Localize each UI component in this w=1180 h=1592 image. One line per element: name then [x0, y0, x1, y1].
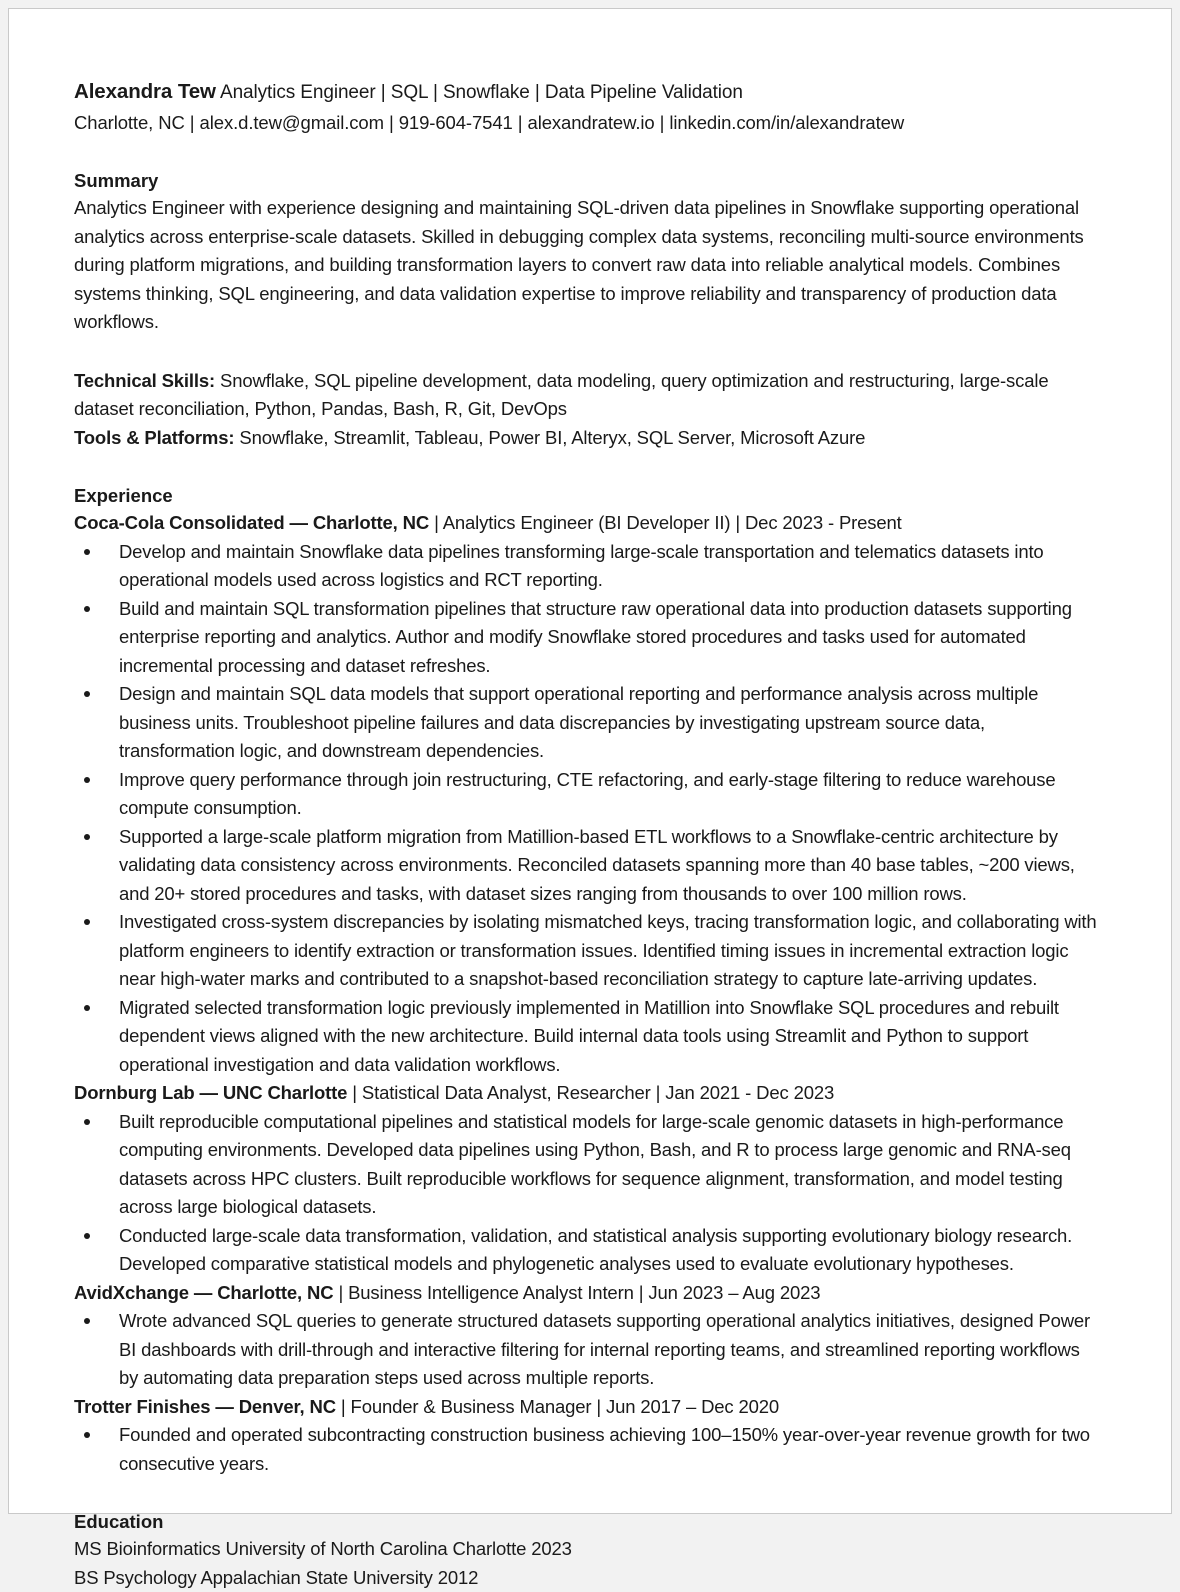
experience-heading: Experience: [74, 482, 1100, 509]
skills-section: [74, 367, 1100, 453]
job-bullet-list: [74, 1108, 1100, 1279]
experience-job: [74, 1393, 1100, 1479]
list-item: [74, 1307, 1100, 1393]
experience-job: [74, 509, 1100, 1079]
bullet-dot-icon: [84, 834, 90, 840]
experience-job: [74, 1279, 1100, 1393]
job-meta: | Analytics Engineer (BI Developer II) | Dec 2023 - Present: [429, 512, 902, 533]
experience-job: [74, 1079, 1100, 1279]
job-company: AvidXchange — Charlotte, NC: [74, 1282, 333, 1303]
list-item: [74, 1108, 1100, 1222]
list-item: [74, 1421, 1100, 1478]
technical-skills-value: Snowflake, SQL pipeline development, data modeling, query optimization and restructuring, large-scale dataset reconciliation, Python, Pandas, Bash, R, Git, DevOps: [74, 370, 1049, 420]
header-name-line: [74, 77, 1100, 108]
job-header: [74, 1393, 1100, 1422]
bullet-text: Conducted large-scale data transformation, validation, and statistical analysis supporting evolutionary biology research. Developed comparative statistical models and phylogenetic analyses used to evaluate evolutionary hypotheses.: [119, 1225, 1072, 1275]
contact-line: Charlotte, NC | alex.d.tew@gmail.com | 919-604-7541 | alexandratew.io | linkedin.com/in/alexandratew: [74, 108, 1100, 137]
bullet-text: Built reproducible computational pipelines and statistical models for large-scale genomic datasets in high-performance computing environments. Developed data pipelines using Python, Bash, and R to process large genomic and RNA-seq datasets across HPC clusters. Built reproducible workflows for sequence alignment, transformation, and model testing across large biological datasets.: [119, 1111, 1071, 1218]
bullet-text: Founded and operated subcontracting construction business achieving 100–150% year-over-year revenue growth for two consecutive years.: [119, 1424, 1090, 1474]
bullet-dot-icon: [84, 1005, 90, 1011]
summary-text: Analytics Engineer with experience designing and maintaining SQL-driven data pipelines in Snowflake supporting operational analytics across enterprise-scale datasets. Skilled in debugging complex data systems, reconciling multi-source environments during platform migrations, and building transformation layers to convert raw data into reliable analytical models. Combines systems thinking, SQL engineering, and data validation expertise to improve reliability and transparency of production data workflows.: [74, 194, 1100, 337]
bullet-text: Improve query performance through join restructuring, CTE refactoring, and early-stage filtering to reduce warehouse compute consumption.: [119, 769, 1055, 819]
bullet-text: Design and maintain SQL data models that support operational reporting and performance analysis across multiple business units. Troubleshoot pipeline failures and data discrepancies by investigating upstream source data, transformation logic, and downstream dependencies.: [119, 683, 1038, 761]
tools-platforms-label: Tools & Platforms:: [74, 427, 234, 448]
tools-platforms-line: [74, 424, 1100, 453]
bullet-dot-icon: [84, 606, 90, 612]
job-company: Dornburg Lab — UNC Charlotte: [74, 1082, 347, 1103]
experience-section: [74, 482, 1100, 1478]
candidate-headline: Analytics Engineer | SQL | Snowflake | Data Pipeline Validation: [216, 82, 743, 103]
summary-section: [74, 167, 1100, 337]
job-bullet-list: [74, 538, 1100, 1080]
resume-content: [74, 77, 1100, 1592]
list-item: [74, 595, 1100, 681]
bullet-dot-icon: [84, 1432, 90, 1438]
technical-skills-line: [74, 367, 1100, 424]
bullet-text: Migrated selected transformation logic previously implemented in Matillion into Snowflake SQL procedures and rebuilt dependent views aligned with the new architecture. Build internal data tools using Streamlit and Python to support operational investigation and data validation workflows.: [119, 997, 1059, 1075]
list-item: [74, 766, 1100, 823]
bullet-dot-icon: [84, 1318, 90, 1324]
bullet-dot-icon: [84, 549, 90, 555]
job-company: Coca-Cola Consolidated — Charlotte, NC: [74, 512, 429, 533]
bullet-dot-icon: [84, 919, 90, 925]
job-header: [74, 509, 1100, 538]
candidate-name: Alexandra Tew: [74, 80, 216, 103]
list-item: [74, 680, 1100, 766]
list-item: [74, 1222, 1100, 1279]
bullet-text: Build and maintain SQL transformation pipelines that structure raw operational data into production datasets supporting enterprise reporting and analytics. Author and modify Snowflake stored procedures and tasks used for automated incremental processing and dataset refreshes.: [119, 598, 1072, 676]
job-header: [74, 1079, 1100, 1108]
resume-page: [8, 8, 1172, 1514]
bullet-text: Investigated cross-system discrepancies by isolating mismatched keys, tracing transformation logic, and collaborating with platform engineers to identify extraction or transformation issues. Identified timing issues in incremental extraction logic near high-water marks and contributed to a snapshot-based reconciliation strategy to capture late-arriving updates.: [119, 911, 1097, 989]
education-entry: BS Psychology Appalachian State University 2012: [74, 1564, 1100, 1592]
list-item: [74, 994, 1100, 1080]
education-section: [74, 1508, 1100, 1592]
education-entry: MS Bioinformatics University of North Carolina Charlotte 2023: [74, 1535, 1100, 1564]
job-meta: | Founder & Business Manager | Jun 2017 – Dec 2020: [336, 1396, 779, 1417]
job-meta: | Business Intelligence Analyst Intern | Jun 2023 – Aug 2023: [333, 1282, 820, 1303]
bullet-dot-icon: [84, 1119, 90, 1125]
summary-heading: Summary: [74, 167, 1100, 194]
job-company: Trotter Finishes — Denver, NC: [74, 1396, 336, 1417]
bullet-dot-icon: [84, 1233, 90, 1239]
bullet-dot-icon: [84, 777, 90, 783]
bullet-text: Develop and maintain Snowflake data pipelines transforming large-scale transportation and telematics datasets into operational models used across logistics and RCT reporting.: [119, 541, 1044, 591]
job-header: [74, 1279, 1100, 1308]
job-meta: | Statistical Data Analyst, Researcher | Jan 2021 - Dec 2023: [347, 1082, 834, 1103]
technical-skills-label: Technical Skills:: [74, 370, 215, 391]
list-item: [74, 908, 1100, 994]
list-item: [74, 823, 1100, 909]
job-bullet-list: [74, 1421, 1100, 1478]
list-item: [74, 538, 1100, 595]
bullet-dot-icon: [84, 691, 90, 697]
job-bullet-list: [74, 1307, 1100, 1393]
bullet-text: Wrote advanced SQL queries to generate structured datasets supporting operational analytics initiatives, designed Power BI dashboards with drill-through and interactive filtering for internal reporting teams, and streamlined reporting workflows by automating data preparation steps used across multiple reports.: [119, 1310, 1090, 1388]
education-heading: Education: [74, 1508, 1100, 1535]
tools-platforms-value: Snowflake, Streamlit, Tableau, Power BI, Alteryx, SQL Server, Microsoft Azure: [234, 427, 865, 448]
bullet-text: Supported a large-scale platform migration from Matillion-based ETL workflows to a Snowflake-centric architecture by validating data consistency across environments. Reconciled datasets spanning more than 40 base tables, ~200 views, and 20+ stored procedures and tasks, with dataset sizes ranging from thousands to over 100 million rows.: [119, 826, 1075, 904]
